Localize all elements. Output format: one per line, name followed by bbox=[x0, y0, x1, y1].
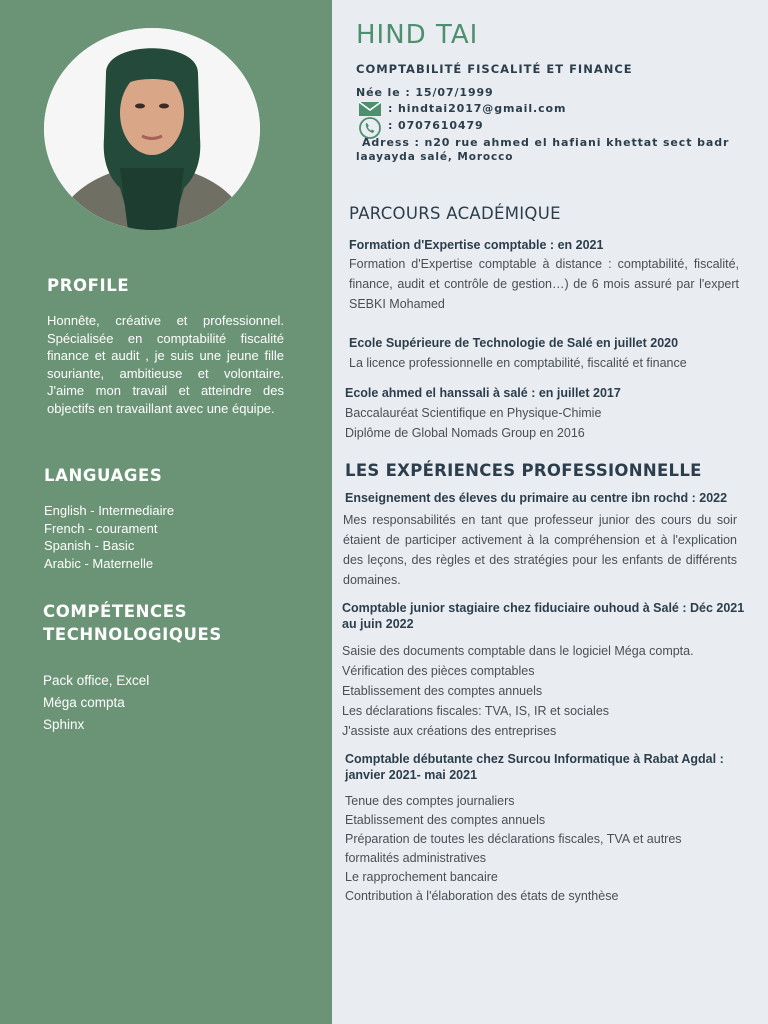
languages-list bbox=[44, 502, 174, 572]
experience-entry-title: Enseignement des éleves du primaire au centre ibn rochd : 2022 bbox=[345, 491, 728, 505]
sidebar bbox=[0, 0, 332, 1024]
experience-entry-text: Mes responsabilités en tant que professeur junior des cours du soir étaient de participer activement à la compréhension et à l'explication des leçons, des règles et des stratégies pour les enfants de différents domaines. bbox=[343, 513, 737, 587]
list-item: Vérification des pièces comptables bbox=[342, 664, 535, 678]
profile-photo bbox=[44, 28, 260, 230]
list-item: J'assiste aux créations des entreprises bbox=[342, 724, 557, 738]
skills-heading bbox=[43, 600, 222, 646]
phone-text: : 0707610479 bbox=[388, 119, 484, 132]
job-title: COMPTABILITÉ FISCALITÉ ET FINANCE bbox=[356, 62, 633, 76]
academic-entry-text: La licence professionnelle en comptabilité, fiscalité et finance bbox=[349, 356, 687, 370]
email-text: : hindtai2017@gmail.com bbox=[388, 102, 567, 115]
language-item: French - courament bbox=[44, 520, 158, 536]
address-line: Adress : n20 rue ahmed el hafiani khettat sect badr bbox=[362, 136, 730, 149]
languages-heading: LANGUAGES bbox=[44, 466, 163, 485]
skill-item: Pack office, Excel bbox=[43, 673, 150, 688]
birth-date: Née le : 15/07/1999 bbox=[356, 86, 494, 99]
list-item: Tenue des comptes journaliers bbox=[345, 794, 515, 808]
academic-entry-title: Ecole Supérieure de Technologie de Salé en juillet 2020 bbox=[349, 336, 679, 350]
experience-entry-lines bbox=[345, 792, 682, 906]
skills-heading-line: COMPÉTENCES bbox=[43, 602, 188, 621]
list-item: Etablissement des comptes annuels bbox=[342, 684, 543, 698]
academic-entry-title: Formation d'Expertise comptable : en 2021 bbox=[349, 238, 604, 252]
list-item: Le rapprochement bancaire bbox=[345, 870, 498, 884]
profile-text: Honnête, créative et professionnel. Spécialisée en comptabilité fiscalité finance et audit , je suis une jeune fille souriante, ambitieuse et volontaire. J'aime mon travail et atteindre des objectifs en travaillant avec une équipe. bbox=[47, 313, 284, 416]
academic-entry-lines bbox=[345, 403, 601, 443]
list-item: formalités administratives bbox=[345, 851, 487, 865]
academic-entry-text: Formation d'Expertise comptable à distance : comptabilité, fiscalité, finance, audit et contrôle de gestion…) de 6 mois assuré par l'expert SEBKI Mohamed bbox=[349, 257, 739, 311]
list-item: Baccalauréat Scientifique en Physique-Chimie bbox=[345, 406, 602, 420]
language-item: Arabic - Maternelle bbox=[44, 555, 154, 571]
experience-entry-title: Comptable débutante chez Surcou Informatique à Rabat Agdal : janvier 2021- mai 2021 bbox=[345, 752, 724, 782]
academic-entry-title: Ecole ahmed el hanssali à salé : en juillet 2017 bbox=[345, 386, 621, 400]
skills-heading-line: TECHNOLOGIQUES bbox=[43, 625, 222, 644]
language-item: Spanish - Basic bbox=[44, 538, 135, 553]
experience-entry-title: Comptable junior stagiaire chez fiduciaire ouhoud à Salé : Déc 2021 au juin 2022 bbox=[342, 601, 745, 631]
list-item: Diplôme de Global Nomads Group en 2016 bbox=[345, 426, 585, 440]
list-item: Etablissement des comptes annuels bbox=[345, 813, 546, 827]
list-item: Saisie des documents comptable dans le logiciel Méga compta. bbox=[342, 644, 694, 658]
address-line: laayayda salé, Morocco bbox=[356, 151, 514, 163]
list-item: Préparation de toutes les déclarations fiscales, TVA et autres bbox=[345, 832, 682, 846]
language-item: English - Intermediaire bbox=[44, 503, 175, 518]
experience-entry-lines bbox=[342, 641, 694, 741]
skill-item: Méga compta bbox=[43, 695, 125, 710]
main-content bbox=[332, 0, 768, 1024]
skill-item: Sphinx bbox=[43, 717, 85, 732]
experience-heading: LES EXPÉRIENCES PROFESSIONNELLE bbox=[345, 461, 702, 480]
profile-heading: PROFILE bbox=[47, 276, 130, 295]
academic-heading: PARCOURS ACADÉMIQUE bbox=[349, 204, 561, 223]
person-name: HIND TAI bbox=[356, 20, 479, 50]
skills-list bbox=[43, 670, 149, 736]
list-item: Les déclarations fiscales: TVA, IS, IR et sociales bbox=[342, 704, 610, 718]
list-item: Contribution à l'élaboration des états de synthèse bbox=[345, 889, 619, 903]
